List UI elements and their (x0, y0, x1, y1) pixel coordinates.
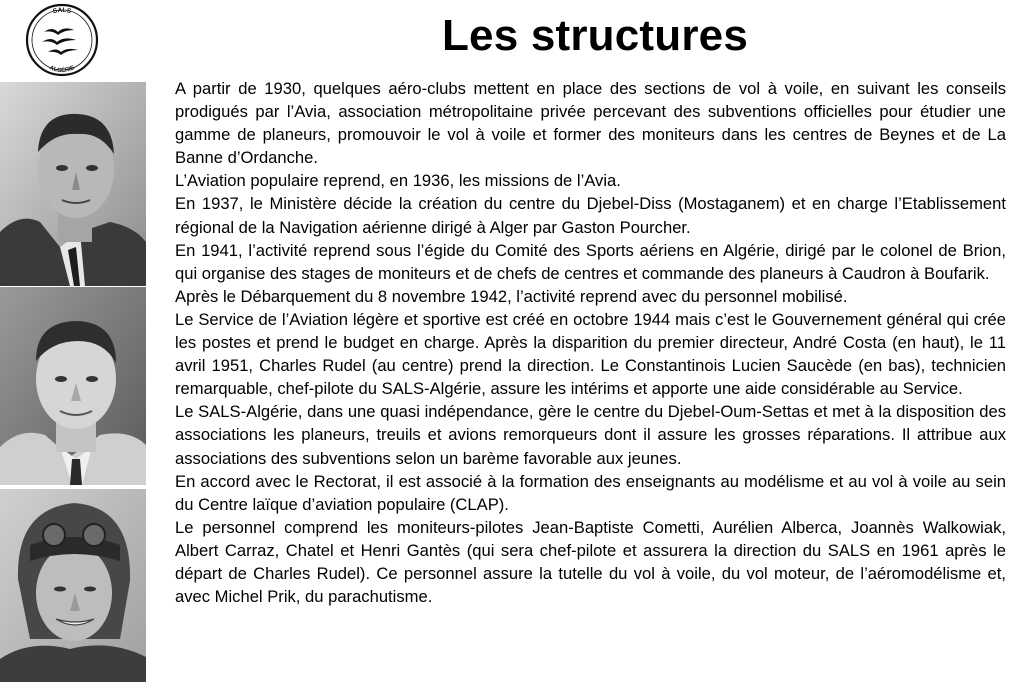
paragraph-personnel: Le personnel comprend les moniteurs-pilotes Jean-Baptiste Cometti, Aurélien Alberca, Joannès Walkowiak, Albert Carraz, Chatel et Henri Gantès (qui sera chef-pilote et assurera la direction du SALS en 1961 après le départ de Charles Rudel). Ce personnel assure la tutelle du vol à voile, du vol moteur, de l’aéromodélisme et, avec Michel Prik, du parachutisme. (175, 517, 1006, 607)
paragraph-sals-algerie: Le SALS-Algérie, dans une quasi indépendance, gère le centre du Djebel-Oum-Settas et met à la disposition des associations les planeurs, treuils et avions remorqueurs dont il assure les grosses réparations. Il attribue aux associations des subventions selon un barème favorable aux jeunes. (175, 402, 1006, 468)
paragraph-1941: En 1941, l’activité reprend sous l’égide du Comité des Sports aériens en Algérie, dirigé par le colonel de Brion, qui organise des stages de moniteurs et de chefs de centres et commande des planeurs à Caudron à Boufarik. (175, 240, 1006, 283)
paragraph-1937: En 1937, le Ministère décide la création du centre du Djebel-Diss (Mostaganem) et en charge l’Etablissement régional de la Navigation aérienne dirigé à Alger par Gaston Pourcher. (175, 194, 1006, 237)
portrait-lucien-saucede (0, 489, 146, 682)
portrait-charles-rudel (0, 287, 146, 485)
paragraph-rectorat: En accord avec le Rectorat, il est associé à la formation des enseignants au modélisme et au vol à voile au sein du Centre laïque d’aviation populaire (CLAP). (175, 471, 1006, 514)
logo-bottom-text: ALGÉRIE (48, 65, 76, 75)
paragraph-1944: Le Service de l’Aviation légère et sportive est créé en octobre 1944 mais c’est le Gouvernement général qui crée les postes et prend le budget en charge. Après la disparition du premier directeur, André Costa (en haut), le 11 avril 1951, Charles Rudel (au centre) prend la direction. Le Constantinois Lucien Saucède (en bas), technicien remarquable, chef-pilote du SALS-Algérie, assure les intérims et apporte une aide considérable au Service. (175, 309, 1006, 399)
logo-top-text: SALS (52, 6, 72, 16)
article-body (175, 77, 1006, 608)
portrait-andre-costa (0, 82, 146, 286)
page-title: Les structures (441, 11, 749, 60)
paragraph-1942: Après le Débarquement du 8 novembre 1942, l’activité reprend avec du personnel mobilisé. (175, 286, 848, 306)
birds-emblem-icon (22, 2, 102, 78)
sals-algerie-logo (22, 2, 102, 78)
paragraph-1936: L’Aviation populaire reprend, en 1936, les missions de l’Avia. (175, 171, 621, 191)
paragraph-1930: A partir de 1930, quelques aéro-clubs mettent en place des sections de vol à voile, en suivant les conseils prodigués par l’Avia, association métropolitaine privée percevant des subventions officielles pour étudier une gamme de planeurs, promouvoir le vol à voile et former des moniteurs dans les centres de Beynes et de La Banne d’Ordanche. (175, 79, 1006, 168)
